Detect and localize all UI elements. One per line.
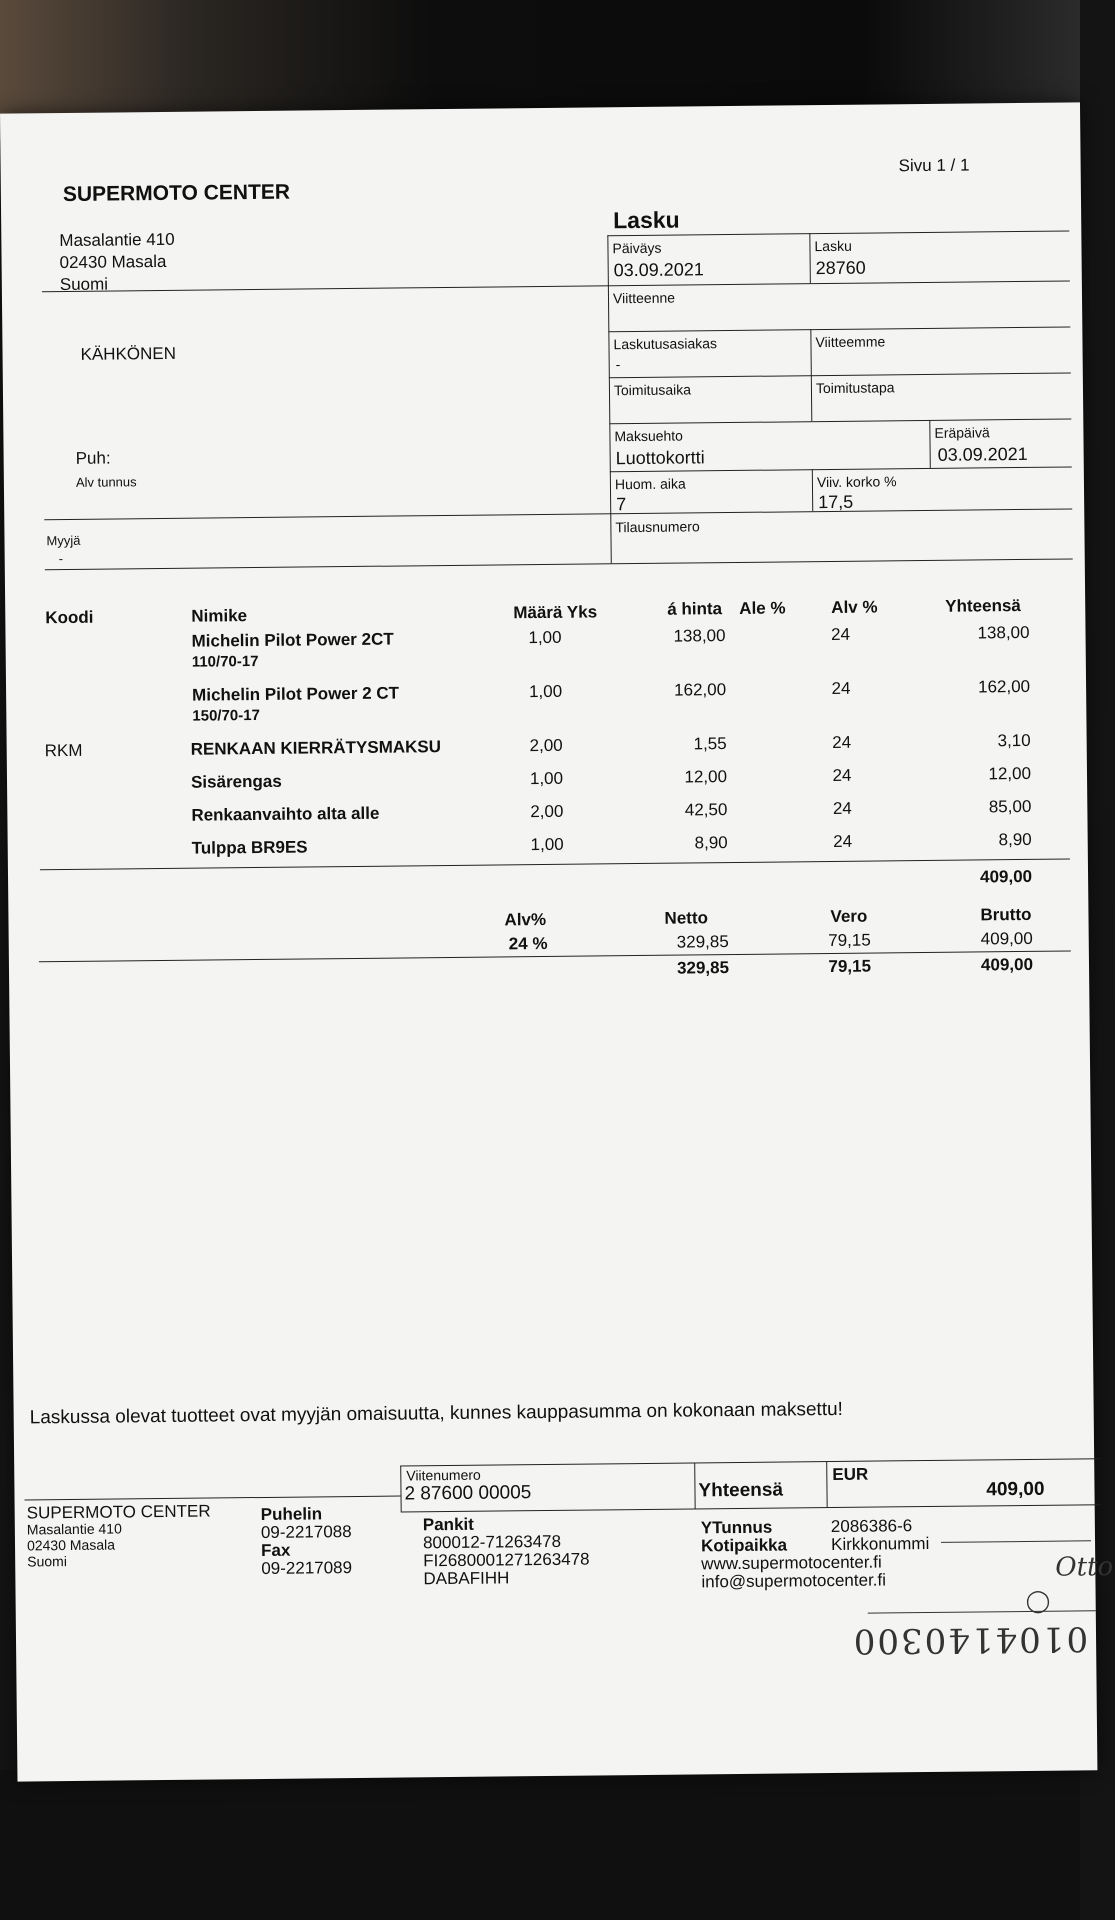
our-reference-label: Viitteenne xyxy=(612,289,676,307)
item-total: 8,90 xyxy=(998,829,1032,850)
item-qty: 1,00 xyxy=(529,768,564,789)
footer-address-3: Suomi xyxy=(27,1553,67,1570)
item-vat: 24 xyxy=(831,678,851,698)
item-code: RKM xyxy=(44,740,83,761)
item-vat: 24 xyxy=(832,765,852,785)
fax-label: Fax xyxy=(260,1540,291,1560)
your-reference-label: Viitteemme xyxy=(815,333,886,351)
bank-2: FI2680001271263478 xyxy=(423,1549,590,1571)
banks-label: Pankit xyxy=(422,1514,474,1535)
customer-label: Laskutusasiakas xyxy=(613,335,718,353)
item-name-2: 110/70-17 xyxy=(191,652,259,671)
delivery-time-label: Toimitusaika xyxy=(613,381,692,399)
domicile: Kirkkonummi xyxy=(830,1534,930,1555)
vat-tax: 79,15 xyxy=(828,930,871,951)
vat-col-net: Netto xyxy=(664,908,709,928)
item-total: 12,00 xyxy=(988,763,1032,784)
seller-label: Myyjä xyxy=(46,532,81,549)
item-name: Sisärengas xyxy=(190,771,282,792)
item-name: Renkaanvaihto alta alle xyxy=(191,803,380,825)
item-price: 162,00 xyxy=(674,680,727,700)
bank-1: 800012-71263478 xyxy=(422,1531,562,1553)
company-name: SUPERMOTO CENTER xyxy=(62,180,291,207)
footer-total: 409,00 xyxy=(986,1478,1045,1501)
doc-title: Lasku xyxy=(613,206,680,234)
item-price: 138,00 xyxy=(673,626,726,646)
invoice-paper xyxy=(0,102,1114,1781)
vat-total-net: 329,85 xyxy=(676,958,730,978)
interest-value: 17,5 xyxy=(818,491,854,513)
currency-label: EUR xyxy=(832,1464,869,1485)
notice-label: Huom. aika xyxy=(614,475,686,493)
customer-value: - xyxy=(615,356,621,373)
item-name-2: 150/70-17 xyxy=(192,706,260,725)
ownership-notice: Laskussa olevat tuotteet ovat myyjän omaisuutta, kunnes kauppasumma on kokonaan maksettu! xyxy=(29,1398,844,1429)
item-total: 138,00 xyxy=(977,622,1030,643)
item-name: Michelin Pilot Power 2CT xyxy=(191,629,394,651)
interest-label: Viiv. korko % xyxy=(816,473,897,491)
fax-number: 09-2217089 xyxy=(261,1558,353,1578)
item-vat: 24 xyxy=(833,831,853,851)
col-qty: Määrä Yks xyxy=(513,602,598,623)
vat-col-gross: Brutto xyxy=(980,904,1032,925)
email: info@supermotocenter.fi xyxy=(701,1570,887,1592)
date-label: Päiväys xyxy=(612,239,662,257)
col-price: á hinta xyxy=(667,599,723,619)
vat-gross: 409,00 xyxy=(980,928,1033,949)
bank-3: DABAFIHH xyxy=(423,1568,510,1589)
delivery-method-label: Toimitustapa xyxy=(815,379,895,397)
col-name: Nimike xyxy=(191,606,248,626)
item-price: 12,00 xyxy=(684,767,728,787)
business-id: 2086386-6 xyxy=(830,1516,913,1537)
item-name: Michelin Pilot Power 2 CT xyxy=(192,683,400,705)
invoice-label: Lasku xyxy=(814,237,852,255)
vat-id-label: Alv tunnus xyxy=(75,474,137,490)
seller-value: - xyxy=(58,551,64,567)
phone-footer-label: Puhelin xyxy=(260,1504,323,1525)
invoice-number: 28760 xyxy=(815,257,866,279)
col-total: Yhteensä xyxy=(945,595,1021,616)
item-total: 162,00 xyxy=(977,676,1031,697)
item-vat: 24 xyxy=(832,798,852,818)
recipient-name: KÄHKÖNEN xyxy=(80,343,177,364)
item-name: RENKAAN KIERRÄTYSMAKSU xyxy=(190,737,442,759)
col-vat: Alv % xyxy=(831,597,878,617)
footer-total-label: Yhteensä xyxy=(698,1479,784,1502)
vat-col-tax: Vero xyxy=(830,906,868,927)
item-total: 85,00 xyxy=(988,796,1032,817)
domicile-label: Kotipaikka xyxy=(700,1535,788,1556)
order-number-label: Tilausnumero xyxy=(615,518,700,536)
item-name: Tulppa BR9ES xyxy=(191,837,308,858)
page-number: Sivu 1 / 1 xyxy=(898,155,970,176)
footer-company: SUPERMOTO CENTER xyxy=(26,1501,211,1523)
background-bottom xyxy=(0,1770,1080,1920)
vat-rate: 24 % xyxy=(508,933,548,954)
phone-footer: 09-2217088 xyxy=(260,1522,352,1543)
item-qty: 2,00 xyxy=(530,801,564,822)
item-price: 8,90 xyxy=(694,833,728,853)
handwritten-note: 0104140300 xyxy=(851,1618,1089,1661)
terms-value: Luottokortti xyxy=(615,447,705,469)
notice-value: 7 xyxy=(616,494,627,515)
grand-total: 409,00 xyxy=(979,866,1033,887)
item-qty: 1,00 xyxy=(528,627,562,648)
company-address-2: 02430 Masala xyxy=(59,251,167,273)
ref-number: 2 87600 00005 xyxy=(404,1482,532,1505)
vat-total-gross: 409,00 xyxy=(980,954,1034,975)
business-id-label: YTunnus xyxy=(700,1517,773,1538)
signature-mark: Otto xyxy=(1055,1552,1114,1583)
item-qty: 1,00 xyxy=(530,834,564,855)
vat-total-tax: 79,15 xyxy=(828,956,872,977)
vat-net: 329,85 xyxy=(676,932,729,952)
item-vat: 24 xyxy=(832,732,852,752)
item-qty: 2,00 xyxy=(529,735,563,756)
due-date-value: 03.09.2021 xyxy=(937,443,1028,465)
due-date-label: Eräpäivä xyxy=(934,424,990,441)
date-value: 03.09.2021 xyxy=(613,259,704,281)
footer-address-1: Masalantie 410 xyxy=(26,1520,122,1538)
footer-address-2: 02430 Masala xyxy=(26,1536,116,1554)
col-code: Koodi xyxy=(45,607,94,628)
item-price: 1,55 xyxy=(693,734,727,754)
phone-label: Puh: xyxy=(75,448,111,468)
item-vat: 24 xyxy=(830,624,851,644)
col-discount: Ale % xyxy=(739,598,786,618)
item-total: 3,10 xyxy=(997,730,1031,751)
item-qty: 1,00 xyxy=(528,681,563,702)
company-address-1: Masalantie 410 xyxy=(59,229,175,251)
website: www.supermotocenter.fi xyxy=(701,1552,882,1574)
company-address-3: Suomi xyxy=(59,274,109,295)
vat-col-rate: Alv% xyxy=(504,909,547,930)
handwritten-circle: ◯ xyxy=(1025,1588,1051,1614)
terms-label: Maksuehto xyxy=(614,427,684,445)
ref-number-label: Viitenumero xyxy=(406,1466,481,1484)
item-price: 42,50 xyxy=(684,800,728,820)
